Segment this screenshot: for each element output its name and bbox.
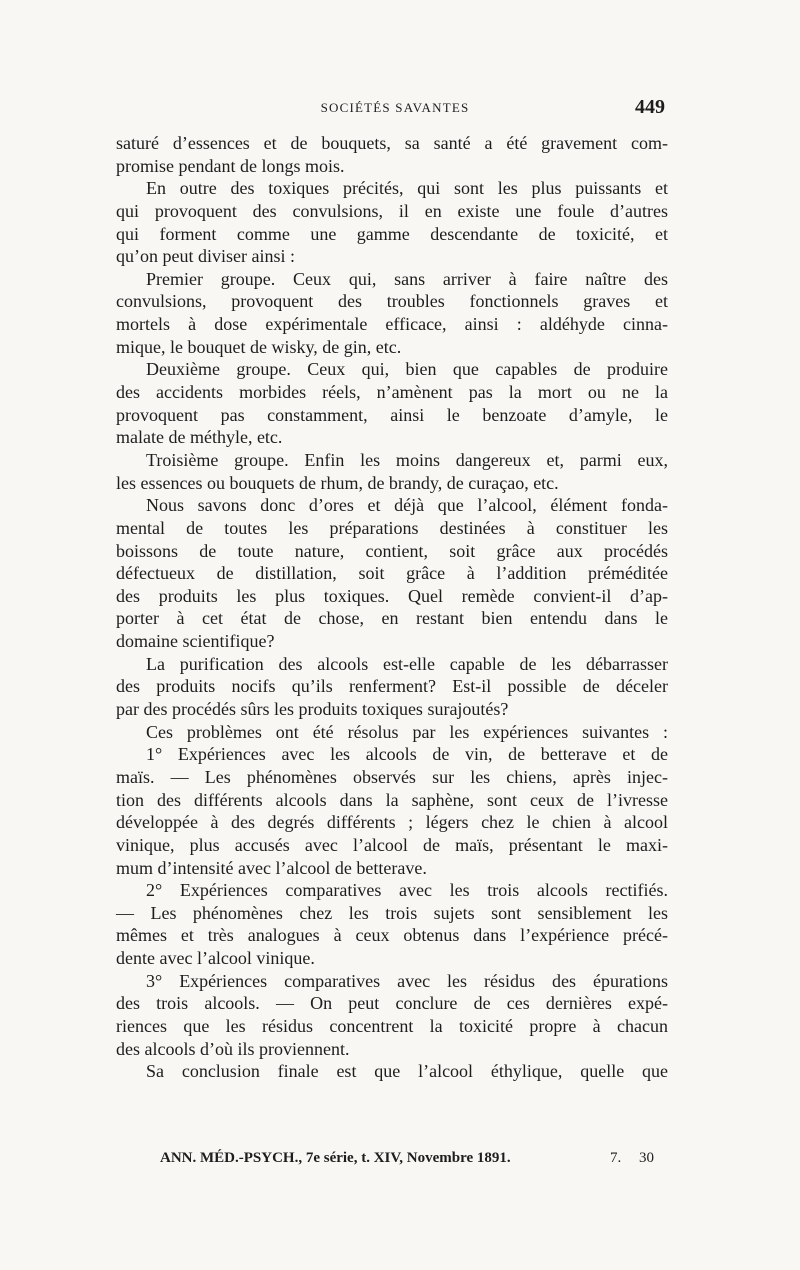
text-line: mental de toutes les préparations destinées à constituer les bbox=[116, 517, 668, 538]
text-line: des trois alcools. — On peut conclure de ces dernières expé- bbox=[116, 993, 668, 1014]
text-line: qui forment comme une gamme descendante de toxicité, et bbox=[116, 223, 668, 244]
text-line: domaine scientifique? bbox=[116, 631, 275, 652]
text-line: provoquent pas constamment, ainsi le benzoate d’amyle, le bbox=[116, 404, 668, 425]
text-line: par des procédés sûrs les produits toxiques surajoutés? bbox=[116, 699, 509, 720]
text-line: 2° Expériences comparatives avec les trois alcools rectifiés. bbox=[146, 880, 668, 901]
text-line: saturé d’essences et de bouquets, sa santé a été gravement com- bbox=[116, 133, 668, 153]
text-line: mortels à dose expérimentale efficace, ainsi : aldéhyde cinna- bbox=[116, 314, 668, 335]
text-line: les essences ou bouquets de rhum, de brandy, de curaçao, etc. bbox=[116, 472, 559, 493]
footer bbox=[160, 1150, 654, 1172]
text-line: porter à cet état de chose, en restant bien entendu dans le bbox=[116, 608, 668, 629]
footer-right bbox=[610, 1150, 654, 1167]
text-line: 3° Expériences comparatives avec les résidus des épurations bbox=[146, 970, 668, 991]
text-line: qui provoquent des convulsions, il en existe une foule d’autres bbox=[116, 200, 668, 221]
text-line: des produits nocifs qu’ils renferment? Est-il possible de déceler bbox=[116, 676, 668, 697]
text-line: convulsions, provoquent des troubles fonctionnels graves et bbox=[116, 291, 668, 312]
journal-citation: ANN. MÉD.-PSYCH., 7e série, t. XIV, Novembre 1891. bbox=[160, 1150, 511, 1166]
text-line: Ces problèmes ont été résolus par les expériences suivantes : bbox=[146, 721, 668, 742]
text-line: des accidents morbides réels, n’amènent pas la mort ou ne la bbox=[116, 382, 668, 403]
text-line: 1° Expériences avec les alcools de vin, de betterave et de bbox=[146, 744, 668, 765]
text-line: mum d’intensité avec l’alcool de betterave. bbox=[116, 857, 427, 878]
text-line: Nous savons donc d’ores et déjà que l’alcool, élément fonda- bbox=[146, 495, 668, 516]
text-line: qu’on peut diviser ainsi : bbox=[116, 246, 295, 267]
text-line: tion des différents alcools dans la saphène, sont ceux de l’ivresse bbox=[116, 789, 668, 810]
text-line: défectueux de distillation, soit grâce à l’addition préméditée bbox=[116, 563, 668, 584]
text-line: En outre des toxiques précités, qui sont les plus puissants et bbox=[146, 178, 668, 199]
text-line: des produits les plus toxiques. Quel remède convient-il d’ap- bbox=[116, 585, 668, 606]
text-line: des alcools d’où ils proviennent. bbox=[116, 1038, 350, 1059]
text-line: boissons de toute nature, contient, soit grâce aux procédés bbox=[116, 540, 668, 561]
text-line: développée à des degrés différents ; légers chez le chien à alcool bbox=[116, 812, 668, 833]
text-line: Deuxième groupe. Ceux qui, bien que capables de produire bbox=[146, 359, 668, 380]
text-line: La purification des alcools est-elle capable de les débarrasser bbox=[146, 653, 668, 674]
text-line: malate de méthyle, etc. bbox=[116, 427, 283, 448]
text-line: riences que les résidus concentrent la toxicité propre à chacun bbox=[116, 1015, 668, 1036]
text-line: dente avec l’alcool vinique. bbox=[116, 948, 315, 969]
text-line: maïs. — Les phénomènes observés sur les chiens, après injec- bbox=[116, 766, 668, 787]
text-line: vinique, plus accusés avec l’alcool de maïs, présentant le maxi- bbox=[116, 834, 668, 855]
running-head bbox=[125, 96, 665, 120]
text-line: mique, le bouquet de wisky, de gin, etc. bbox=[116, 336, 402, 357]
text-line: promise pendant de longs mois. bbox=[116, 155, 345, 176]
text-line: Sa conclusion finale est que l’alcool éthylique, quelle que bbox=[146, 1061, 668, 1082]
body-text bbox=[116, 132, 668, 1083]
text-line: Premier groupe. Ceux qui, sans arriver à faire naître des bbox=[146, 268, 668, 289]
text-line: mêmes et très analogues à ceux obtenus dans l’expérience précé- bbox=[116, 925, 668, 946]
text-line: Troisième groupe. Enfin les moins dangereux et, parmi eux, bbox=[146, 449, 668, 470]
text-line: — Les phénomènes chez les trois sujets sont sensiblement les bbox=[116, 902, 668, 923]
signature-number: 30 bbox=[639, 1150, 654, 1166]
sheet-number: 7. bbox=[610, 1150, 622, 1166]
running-title: SOCIÉTÉS SAVANTES bbox=[320, 100, 470, 115]
page-number: 449 bbox=[635, 96, 665, 118]
